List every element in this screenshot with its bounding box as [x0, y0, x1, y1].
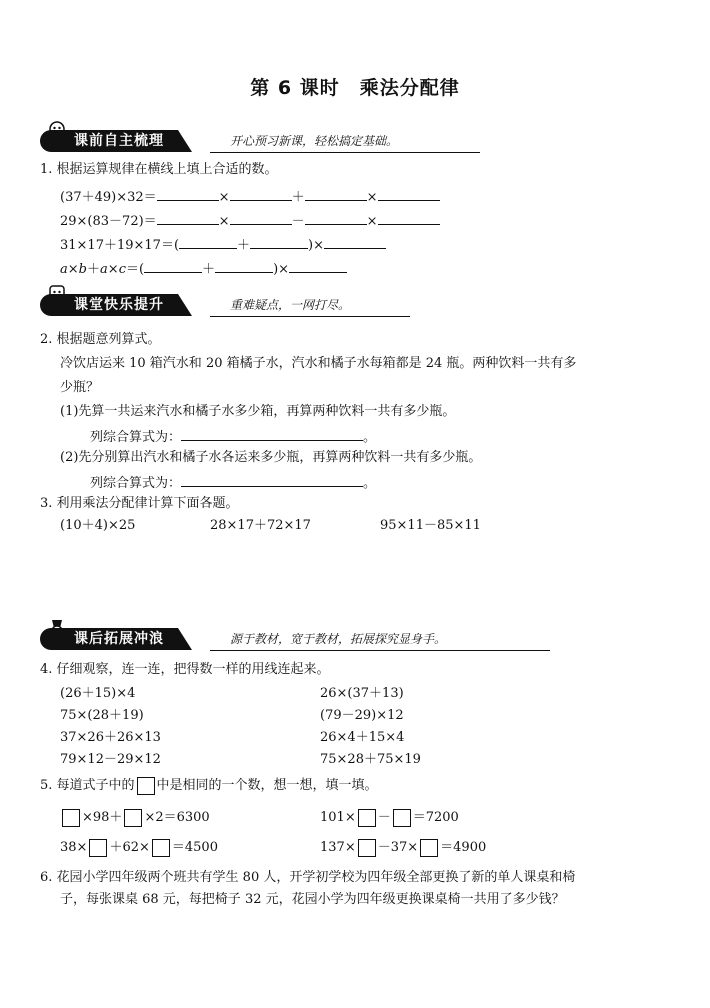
operator: )×: [273, 262, 290, 277]
q1-row-4: [60, 258, 347, 280]
operator: ×: [67, 262, 79, 277]
answer-blank[interactable]: [181, 472, 363, 487]
punct: 。: [363, 430, 377, 445]
operator: ×: [107, 262, 119, 277]
divider: [210, 152, 480, 153]
answer-box[interactable]: [358, 809, 376, 827]
var: a: [100, 262, 108, 277]
q4-stem: 4. 仔细观察，连一连，把得数一样的用线连起来。: [40, 662, 330, 677]
operator: －: [291, 214, 305, 229]
expr: －37×: [377, 840, 419, 855]
answer-box[interactable]: [393, 809, 411, 827]
expr: －: [377, 810, 391, 825]
expr: ×2＝6300: [144, 810, 210, 825]
answer-blank[interactable]: [289, 258, 347, 273]
divider: [210, 650, 550, 651]
expr: ＝4900: [440, 840, 487, 855]
expr: 29×(83－72)＝: [60, 214, 157, 229]
q4-left-1[interactable]: (26＋15)×4: [60, 686, 136, 701]
square-box-icon: [137, 777, 155, 795]
q3-stem: 3. 利用乘法分配律计算下面各题。: [40, 496, 239, 511]
answer-blank[interactable]: [305, 186, 367, 201]
q1-row-2: [60, 210, 440, 232]
operator: ×: [366, 214, 378, 229]
q6-text-2: 子，每张课桌 68 元，每把椅子 32 元，花园小学为四年级更换课桌椅一共用了多少钱？: [60, 892, 565, 907]
section-label: 课前自主梳理: [40, 130, 178, 152]
q3-expr-2: 28×17＋72×17: [210, 518, 311, 533]
divider: [210, 316, 410, 317]
punct: 。: [363, 476, 377, 491]
q2-text-1: 冷饮店运来 10 箱汽水和 20 箱橘子水，汽水和橘子水每箱都是 24 瓶。两种饮料一共有多: [60, 356, 577, 371]
answer-box[interactable]: [152, 839, 170, 857]
q2-part-1: (1)先算一共运来汽水和橘子水多少箱，再算两种饮料一共有多少瓶。: [60, 404, 456, 419]
var: b: [78, 262, 87, 277]
q2-text-2: 少瓶？: [60, 380, 100, 395]
q5-eq-3: [60, 838, 218, 858]
expr: 31×17＋19×17＝(: [60, 238, 180, 253]
answer-blank[interactable]: [378, 186, 440, 201]
section-banner-preview: [40, 130, 680, 154]
operator: ＋: [202, 262, 216, 277]
q2-formula-2: [90, 472, 376, 494]
var: a: [60, 262, 68, 277]
answer-blank[interactable]: [179, 234, 237, 249]
answer-blank[interactable]: [157, 210, 219, 225]
var: c: [118, 262, 126, 277]
q5-eq-2: [320, 808, 459, 828]
expr: 101×: [320, 810, 356, 825]
answer-blank[interactable]: [181, 426, 363, 441]
section-slogan: 开心预习新课，轻松搞定基础。: [230, 134, 399, 148]
q4-left-3[interactable]: 37×26＋26×13: [60, 730, 161, 745]
q2-formula-1: [90, 426, 376, 448]
answer-box[interactable]: [89, 839, 107, 857]
q4-right-4[interactable]: 75×28＋75×19: [320, 752, 421, 767]
q3-expr-1: (10＋4)×25: [60, 518, 136, 533]
operator: ×: [366, 190, 378, 205]
stem-text: 5. 每道式子中的: [40, 778, 135, 793]
section-banner-classroom: [40, 294, 680, 318]
answer-blank[interactable]: [305, 210, 367, 225]
q5-eq-4: [320, 838, 486, 858]
formula-label: 列综合算式为：: [90, 430, 182, 445]
operator: ×: [218, 190, 230, 205]
answer-box[interactable]: [358, 839, 376, 857]
q5-stem: [40, 776, 378, 796]
section-banner-extension: [40, 628, 680, 652]
q4-right-3[interactable]: 26×4＋15×4: [320, 730, 405, 745]
expr: 38×: [60, 840, 88, 855]
answer-blank[interactable]: [324, 234, 386, 249]
q5-eq-1: [60, 808, 210, 828]
section-slogan: 重难疑点，一网打尽。: [230, 298, 351, 312]
expr: ×98＋: [82, 810, 123, 825]
operator: ×: [218, 214, 230, 229]
q6-text-1: 6. 花园小学四年级两个班共有学生 80 人，开学初学校为四年级全部更换了新的单人课桌和椅: [40, 870, 576, 885]
q2-part-2: (2)先分别算出汽水和橘子水各运来多少瓶，再算两种饮料一共有多少瓶。: [60, 450, 482, 465]
section-label: 课后拓展冲浪: [40, 628, 178, 650]
operator: )×: [308, 238, 325, 253]
operator: ＋: [237, 238, 251, 253]
answer-blank[interactable]: [250, 234, 308, 249]
q4-right-1[interactable]: 26×(37＋13): [320, 686, 404, 701]
q4-left-2[interactable]: 75×(28＋19): [60, 708, 144, 723]
q3-expr-3: 95×11－85×11: [380, 518, 481, 533]
section-label: 课堂快乐提升: [40, 294, 178, 316]
answer-blank[interactable]: [230, 210, 292, 225]
page-title: 第 6 课时 乘法分配律: [250, 77, 460, 99]
operator: ＝(: [125, 262, 145, 277]
operator: ＋: [87, 262, 101, 277]
expr: (37＋49)×32＝: [60, 190, 157, 205]
q2-stem: 2. 根据题意列算式。: [40, 332, 161, 347]
expr: ＝4500: [171, 840, 218, 855]
answer-box[interactable]: [124, 809, 142, 827]
q1-row-3: [60, 234, 386, 256]
expr: 137×: [320, 840, 356, 855]
q1-stem: 1. 根据运算规律在横线上填上合适的数。: [40, 162, 278, 177]
expr: ＋62×: [109, 840, 150, 855]
operator: ＋: [291, 190, 305, 205]
section-slogan: 源于教材，宽于教材，拓展探究显身手。: [230, 632, 447, 646]
q4-left-4[interactable]: 79×12－29×12: [60, 752, 161, 767]
answer-blank[interactable]: [230, 186, 292, 201]
expr: ＝7200: [412, 810, 459, 825]
answer-box[interactable]: [62, 809, 80, 827]
q4-right-2[interactable]: (79－29)×12: [320, 708, 404, 723]
answer-blank[interactable]: [378, 210, 440, 225]
answer-box[interactable]: [420, 839, 438, 857]
answer-blank[interactable]: [215, 258, 273, 273]
stem-text: 中是相同的一个数，想一想，填一填。: [156, 778, 378, 793]
answer-blank[interactable]: [157, 186, 219, 201]
answer-blank[interactable]: [144, 258, 202, 273]
q1-row-1: [60, 186, 440, 208]
formula-label: 列综合算式为：: [90, 476, 182, 491]
